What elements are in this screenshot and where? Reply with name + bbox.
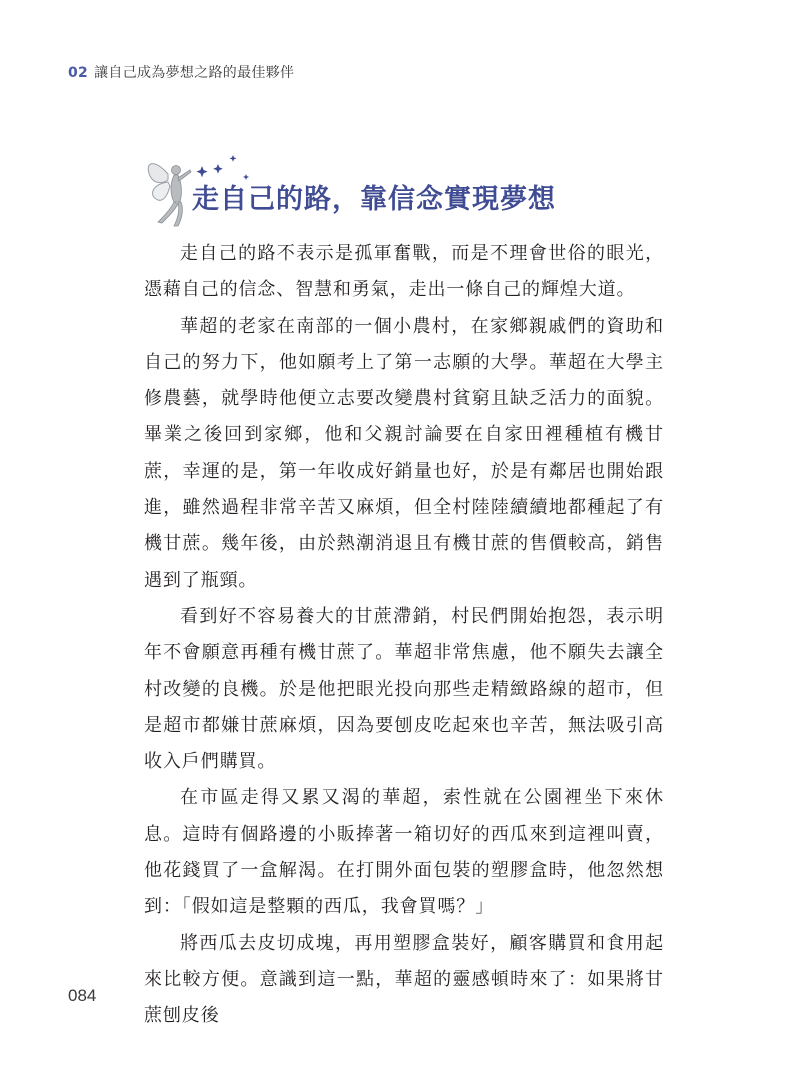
body-text [144,236,664,1035]
paragraph: 走自己的路不表示是孤軍奮戰，而是不理會世俗的眼光，憑藉自己的信念、智慧和勇氣，走出一條自己的輝煌大道。 [144,243,664,301]
section-title: 走自己的路，靠信念實現夢想 [192,184,556,215]
paragraph: 在市區走得又累又渴的華超，索性就在公園裡坐下來休息。這時有個路邊的小販捧著一箱切好的西瓜來到這裡叫賣，他花錢買了一盒解渴。在打開外面包裝的塑膠盒時，他忽然想到：「假如這是整顆的西瓜，我會買嗎？」 [144,787,664,918]
page-number: 084 [68,986,97,1005]
paragraph: 將西瓜去皮切成塊，再用塑膠盒裝好，顧客購買和食用起來比較方便。意識到這一點，華超的靈感頓時來了：如果將甘蔗刨皮後 [144,932,664,1027]
paragraph: 華超的老家在南部的一個小農村，在家鄉親戚們的資助和自己的努力下，他如願考上了第一志願的大學。華超在大學主修農藝，就學時他便立志要改變農村貧窮且缺乏活力的面貌。畢業之後回到家鄉，他和父親討論要在自家田裡種植有機甘蔗，幸運的是，第一年收成好銷量也好，於是有鄰居也開始跟進，雖然過程非常辛苦又麻煩，但全村陸陸續續地都種起了有機甘蔗。幾年後，由於熱潮消退且有機甘蔗的售價較高，銷售遇到了瓶頸。 [144,315,664,591]
chapter-number: 02 [68,65,89,81]
running-header [68,63,294,83]
paragraph: 看到好不容易養大的甘蔗滯銷，村民們開始抱怨，表示明年不會願意再種有機甘蔗了。華超非常焦慮，他不願失去讓全村改變的良機。於是他把眼光投向那些走精緻路線的超市，但是超市都嫌甘蔗麻煩，因為要刨皮吃起來也辛苦，無法吸引高收入戶們購買。 [144,605,664,773]
chapter-title: 讓自己成為夢想之路的最佳夥伴 [94,65,295,81]
section-heading [140,150,600,230]
